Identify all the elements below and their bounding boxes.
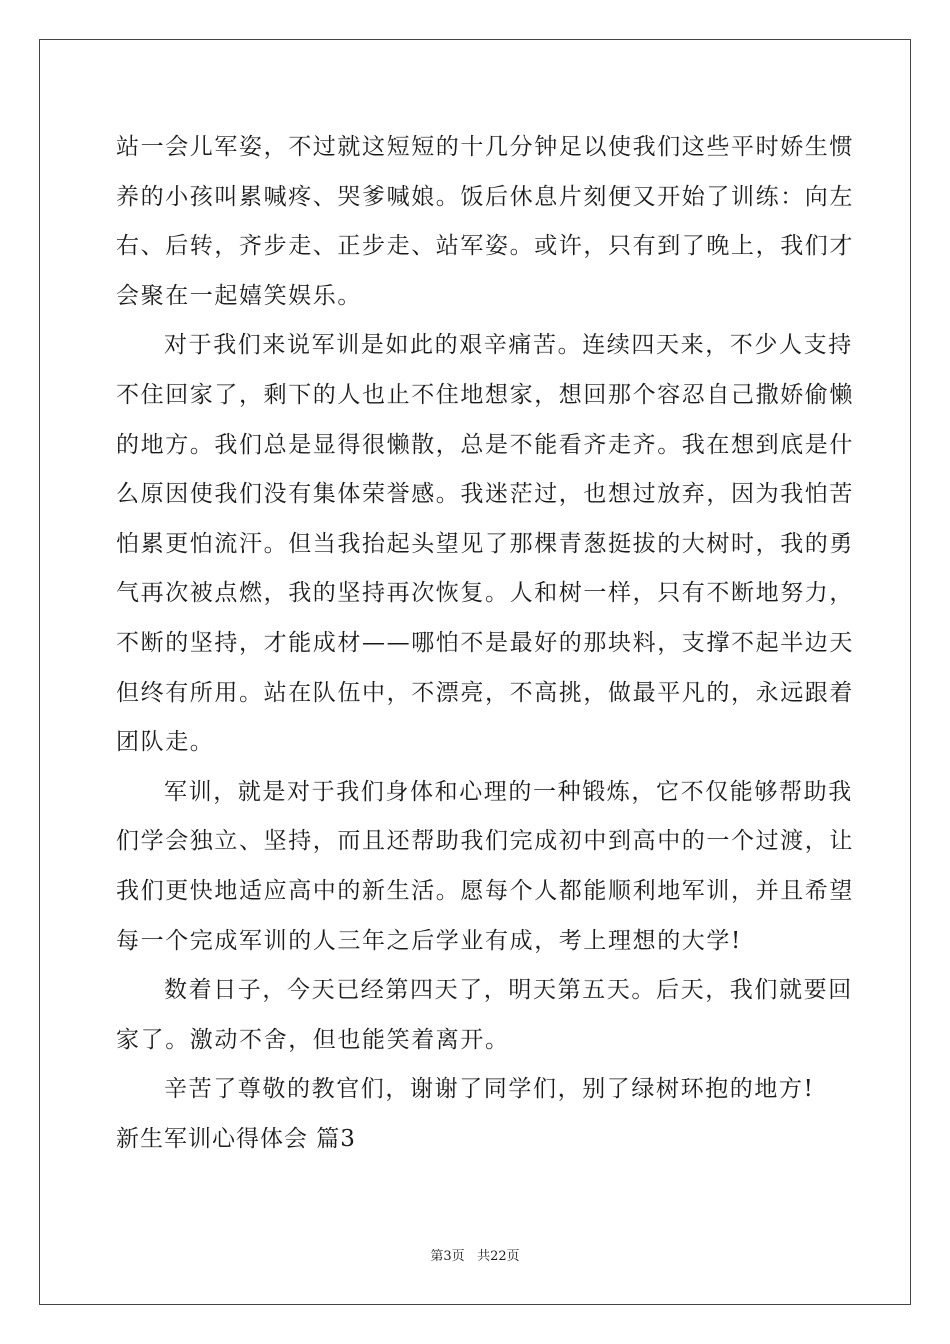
- text-line: 站一会儿军姿，不过就这短短的十几分钟足以使我们这些平时娇生惯: [116, 134, 854, 160]
- page-number: 第3页: [430, 1249, 465, 1264]
- text-line: 会聚在一起嬉笑娱乐。: [116, 282, 362, 309]
- document-body: [116, 123, 854, 1164]
- page-footer: [0, 1248, 950, 1266]
- paragraph-start-line: 辛苦了尊敬的教官们，谢谢了同学们，别了绿树环抱的地方!: [164, 1076, 815, 1103]
- paragraph-start-line: 数着日子，今天已经第四天了，明天第五天。后天，我们就要回: [164, 977, 853, 1004]
- text-line: 不断的坚持，才能成材——哪怕不是最好的那块料，支撑不起半边天: [116, 629, 854, 656]
- paragraph-start-line: 对于我们来说军训是如此的艰辛痛苦。连续四天来，不少人支持: [164, 332, 853, 359]
- text-line: 气再次被点燃，我的坚持再次恢复。人和树一样，只有不断地努力，: [116, 580, 854, 607]
- page-total: 共22页: [477, 1249, 520, 1264]
- text-line: 家了。激动不舍，但也能笑着离开。: [116, 1026, 510, 1053]
- paragraph-start-line: 军训，就是对于我们身体和心理的一种锻炼，它不仅能够帮助我: [164, 778, 853, 805]
- text-line: 每一个完成军训的人三年之后学业有成，考上理想的大学!: [116, 927, 742, 954]
- text-line: 团队走。: [116, 729, 215, 756]
- section-heading: 新生军训心得体会 篇3: [116, 1125, 356, 1152]
- text-line: 右、后转，齐步走、正步走、站军姿。或许，只有到了晚上，我们才: [116, 233, 854, 260]
- text-line: 但终有所用。站在队伍中，不漂亮，不高挑，做最平凡的，永远跟着: [116, 679, 854, 706]
- text-line: 怕累更怕流汗。但当我抬起头望见了那棵青葱挺拔的大树时，我的勇: [116, 530, 854, 557]
- text-line: 的地方。我们总是显得很懒散，总是不能看齐走齐。我在想到底是什: [116, 431, 854, 458]
- text-line: 我们更快地适应高中的新生活。愿每个人都能顺利地军训，并且希望: [116, 877, 854, 904]
- text-line: 们学会独立、坚持，而且还帮助我们完成初中到高中的一个过渡，让: [116, 828, 854, 855]
- text-line: 养的小孩叫累喊疼、哭爹喊娘。饭后休息片刻便又开始了训练：向左: [116, 183, 854, 210]
- text-line: 不住回家了，剩下的人也止不住地想家，想回那个容忍自己撒娇偷懒: [116, 381, 854, 408]
- text-line: 么原因使我们没有集体荣誉感。我迷茫过，也想过放弃，因为我怕苦: [116, 481, 854, 508]
